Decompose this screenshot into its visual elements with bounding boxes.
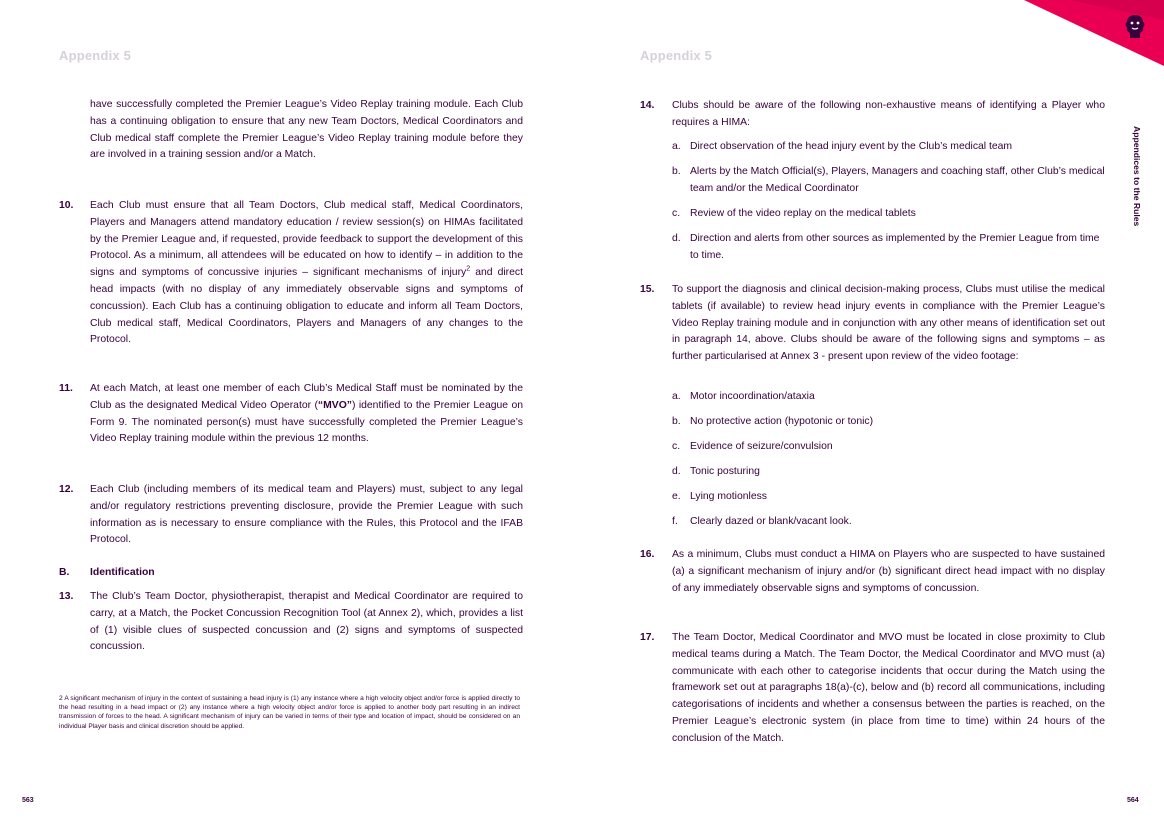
premier-league-lion-icon bbox=[1124, 14, 1146, 40]
list-item: c. Review of the video replay on the medical tablets bbox=[672, 208, 916, 219]
item-13-number: 13. bbox=[59, 591, 74, 602]
item-16-text: As a minimum, Clubs must conduct a HIMA on Players who are suspected to have sustained (a) a significant mechanism of injury and/or (b) significant direct head impact with no display of any immediately observable signs and symptoms of concussion. bbox=[672, 549, 1105, 594]
list-item: f. Clearly dazed or blank/vacant look. bbox=[672, 516, 852, 527]
list-item: d. Direction and alerts from other sources as implemented by the Premier League from time to time. bbox=[672, 233, 1100, 261]
list-item: e. Lying motionless bbox=[672, 491, 768, 502]
item-17-text: The Team Doctor, Medical Coordinator and MVO must be located in close proximity to Club medical teams during a Match. The Team Doctor, the Medical Coordinator and MVO must (a) communicate with each other to categorise incidents that occur during the Match using the framework set out at paragraphs 18(a)-(c), below and (b) record all communications, including categorisations of incidents and whether a consensus between the parties is reached, on the Premier League’s electronic system (in place from time to time) within 24 hours of the conclusion of the Match. bbox=[672, 632, 1105, 744]
footnote-2: 2 A significant mechanism of injury in the context of sustaining a head injury is (1) any instance where a high velocity object and/or force is applied directly to the head resulting in a head impact or (2) any instance where a high velocity object and/or force is applied to another body part resulting in an indirect transmission of forces to the head. A significant mechanism of injury can be varied in terms of their type and location of impact, should be considered on an individual Player basis and clinical discretion should be applied. bbox=[59, 695, 520, 730]
item-12-text: Each Club (including members of its medical team and Players) must, subject to any legal and/or regulatory restrictions preventing disclosure, provide the Premier League with such information as is necessary to ensure compliance with the Rules, this Protocol and the IFAB Protocol. bbox=[90, 484, 523, 546]
item-16-number: 16. bbox=[640, 549, 655, 560]
item-14-number: 14. bbox=[640, 100, 655, 111]
item-11-text: At each Match, at least one member of each Club’s Medical Staff must be nominated by the Club as the designated Medical Video Operator (“MVO”) identified to the Premier League on Form 9. The nominated person(s) must have successfully completed the Premier League’s Video Replay training module within the previous 12 months. bbox=[90, 383, 523, 445]
list-item: b. No protective action (hypotonic or tonic) bbox=[672, 416, 874, 427]
item-11-number: 11. bbox=[59, 383, 73, 394]
left-page-header: Appendix 5 bbox=[59, 48, 132, 63]
section-b-letter: B. bbox=[59, 567, 70, 578]
item-13-text: The Club’s Team Doctor, physiotherapist, therapist and Medical Coordinator are required to carry, at a Match, the Pocket Concussion Recognition Tool (at Annex 2), which, provides a list of (1) visible clues of suspected concussion and (2) signs and symptoms of suspected concussion. bbox=[90, 591, 523, 653]
list-item: a. Direct observation of the head injury event by the Club’s medical team bbox=[672, 141, 1013, 152]
side-tab-label: Appendices to the Rules bbox=[1132, 126, 1142, 227]
item-15-text: To support the diagnosis and clinical decision-making process, Clubs must utilise the medical tablets (if available) to review head injury events in compliance with the Premier League’s Video Replay training module and in conjunction with any other means of identification set out in paragraph 14, above. Clubs should be aware of the following signs and symptoms – as further particularised at Annex 3 - present upon review of the video footage: bbox=[672, 284, 1105, 363]
list-item: a. Motor incoordination/ataxia bbox=[672, 391, 815, 402]
footnote-ref-2: 2 bbox=[466, 265, 471, 273]
left-intro-paragraph: have successfully completed the Premier League’s Video Replay training module. Each Club has a continuing obligation to ensure that any new Team Doctors, Medical Coordinators and Club medical staff complete the Premier League’s Video Replay training module before they are involved in a training session and/or a Match. bbox=[90, 99, 523, 161]
right-page-number: 564 bbox=[1127, 797, 1139, 804]
mvo-term: “MVO” bbox=[317, 399, 352, 411]
section-b-title: Identification bbox=[90, 567, 155, 578]
left-page-number: 563 bbox=[22, 797, 34, 804]
item-10-number: 10. bbox=[59, 200, 74, 211]
item-15-number: 15. bbox=[640, 284, 655, 295]
item-14-text: Clubs should be aware of the following non-exhaustive means of identifying a Player who requires a HIMA: bbox=[672, 100, 1105, 128]
list-item: c. Evidence of seizure/convulsion bbox=[672, 441, 833, 452]
item-10-text: Each Club must ensure that all Team Doctors, Club medical staff, Medical Coordinators, Players and Managers attend mandatory education / review session(s) on HIMAs facilitated by the Premier League and, if requested, provide feedback to support the development of this Protocol. As a minimum, all attendees will be educated on how to identify – in addition to the signs and symptoms of concussive injuries – significant mechanisms of injury$^2$ and direct head impacts (with no display of any immediately observable signs and symptoms of concussion). Each Club has a continuing obligation to educate and inform all Team Doctors, Club medical staff, Medical Coordinators, Players and Managers of any changes to the Protocol. bbox=[90, 200, 523, 346]
list-item: b. Alerts by the Match Official(s), Players, Managers and coaching staff, other Club’s medical team and/or the Medical Coordinator bbox=[672, 166, 1105, 194]
item-12-number: 12. bbox=[59, 484, 74, 495]
item-17-number: 17. bbox=[640, 632, 655, 643]
right-page-header: Appendix 5 bbox=[640, 48, 713, 63]
list-item: d. Tonic posturing bbox=[672, 466, 760, 477]
